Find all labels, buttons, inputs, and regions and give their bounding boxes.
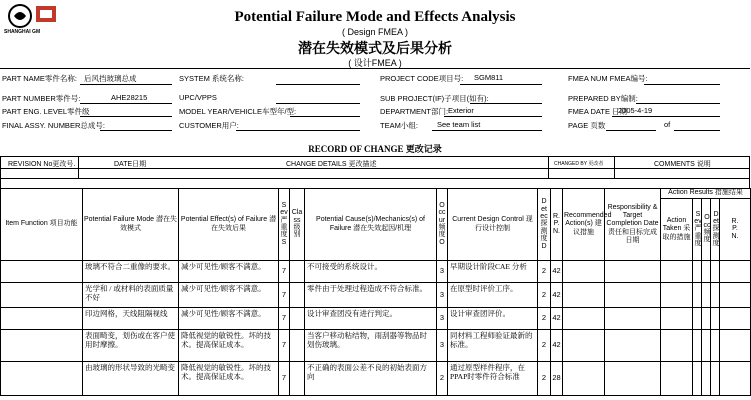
cell-sev2 xyxy=(693,308,702,330)
cell-occ: 2 xyxy=(437,362,448,396)
header-divider xyxy=(0,68,750,69)
record-col-sep-3 xyxy=(614,156,615,178)
cell-resp xyxy=(605,330,661,362)
cell-cause: 设计审查团没有进行判定。 xyxy=(305,308,437,330)
record-border-right xyxy=(749,156,750,188)
header-failure-cause: Potential Cause(s)/Mechanics(s) of Failure 潜在失效起因/机理 xyxy=(305,189,437,261)
cell-taken xyxy=(661,362,693,396)
department-label: DEPARTMENT部门: xyxy=(380,107,449,116)
model-year-label: MODEL YEAR/VEHICLE车型年/型: xyxy=(179,107,297,116)
cell-cause: 零件由于处理过程造成不符合标准。 xyxy=(305,283,437,308)
cell-resp xyxy=(605,362,661,396)
fmea-date-label: FMEA DATE 日期 xyxy=(568,107,628,116)
cell-taken xyxy=(661,261,693,283)
header-occurrence: Occur频度O xyxy=(437,189,448,261)
cell-class xyxy=(290,362,305,396)
cell-effect: 降低视觉的敏锐性。坏的技术。提高保证成本。 xyxy=(179,362,279,396)
cell-mode: 玻璃不符合二重像的要求。 xyxy=(83,261,179,283)
cell-mode: 印边网格，天线阻隔视线 xyxy=(83,308,179,330)
project-code-line xyxy=(460,84,542,85)
fmea-num-label: FMEA NUM FMEA编号: xyxy=(568,74,648,83)
cell-control: 在原型时评价工序。 xyxy=(448,283,538,308)
cell-sev: 7 xyxy=(279,261,290,283)
cell-recommend xyxy=(563,362,605,396)
cell-occ: 3 xyxy=(437,283,448,308)
cell-det2 xyxy=(711,261,720,283)
header-action-results: Action Results 措施结果 xyxy=(661,189,751,199)
team-value[interactable]: See team list xyxy=(437,120,481,129)
cell-effect: 减少可见性/顾客不满意。 xyxy=(179,283,279,308)
page-line xyxy=(606,130,656,131)
cell-det: 2 xyxy=(538,330,551,362)
cell-item xyxy=(1,330,83,362)
cell-resp xyxy=(605,308,661,330)
cell-resp xyxy=(605,283,661,308)
cell-rpn2 xyxy=(720,330,751,362)
record-of-change-title: RECORD OF CHANGE 更改记录 xyxy=(308,144,442,154)
table-row xyxy=(1,308,751,330)
header-class: Class级别 xyxy=(290,189,305,261)
part-number-value[interactable]: AHE28215 xyxy=(111,93,148,102)
cell-det: 2 xyxy=(538,308,551,330)
cell-taken xyxy=(661,330,693,362)
model-year-line xyxy=(290,116,360,117)
record-col-sep-1 xyxy=(78,156,79,178)
cell-control: 通过原型样件程序，在PPAP时零件符合标准 xyxy=(448,362,538,396)
record-border-left xyxy=(0,156,1,188)
system-line xyxy=(276,84,360,85)
header-design-control: Current Design Control 现行设计控制 xyxy=(448,189,538,261)
part-eng-line xyxy=(80,116,172,117)
cell-rpn2 xyxy=(720,283,751,308)
cell-sev2 xyxy=(693,283,702,308)
header-recommended-actions: Recommended Action(s) 建议措施 xyxy=(563,189,605,261)
change-details-header: CHANGE DETAILS 更改描述 xyxy=(286,161,377,168)
header-result-occurrence: Occ频度 xyxy=(702,199,711,261)
record-top-line xyxy=(0,156,750,157)
cell-occ2 xyxy=(702,330,711,362)
table-row xyxy=(1,362,751,396)
revision-header: REVISION No更改号. xyxy=(8,161,76,168)
header-failure-mode: Potential Failure Mode 潜在失效模式 xyxy=(83,189,179,261)
part-name-value[interactable]: 后风挡玻璃总成 xyxy=(84,74,137,83)
date-header: DATE日期 xyxy=(114,161,147,168)
cell-sev2 xyxy=(693,261,702,283)
cell-det2 xyxy=(711,283,720,308)
prepared-by-label: PREPARED BY编制: xyxy=(568,94,638,103)
cell-sev2 xyxy=(693,362,702,396)
cell-rpn: 42 xyxy=(551,330,563,362)
part-number-label: PART NUMBER零件号: xyxy=(2,94,81,103)
upc-line xyxy=(276,103,360,104)
cell-item xyxy=(1,283,83,308)
header-detection: Detec探测度D xyxy=(538,189,551,261)
cell-rpn: 42 xyxy=(551,283,563,308)
fmea-date-line xyxy=(612,116,720,117)
cell-occ2 xyxy=(702,261,711,283)
header-result-severity: Sev严重度 xyxy=(693,199,702,261)
department-value[interactable]: Exterior xyxy=(448,106,474,115)
record-header-line xyxy=(0,168,750,169)
cell-rpn2 xyxy=(720,308,751,330)
cell-effect: 减少可见性/顾客不满意。 xyxy=(179,308,279,330)
cell-occ: 3 xyxy=(437,308,448,330)
cell-occ2 xyxy=(702,362,711,396)
system-label: SYSTEM 系统名称: xyxy=(179,74,245,83)
header-result-detection: Det探测度 xyxy=(711,199,720,261)
cell-cause: 不可接受的系统设计。 xyxy=(305,261,437,283)
cell-sev: 7 xyxy=(279,283,290,308)
upc-label: UPC/VPPS xyxy=(179,93,217,102)
cell-det: 2 xyxy=(538,261,551,283)
header-action-taken: Action Taken 采取的措施 xyxy=(661,199,693,261)
cell-sev2 xyxy=(693,330,702,362)
customer-line xyxy=(236,130,360,131)
cell-item xyxy=(1,308,83,330)
comments-header: COMMENTS 说明 xyxy=(654,161,711,168)
fmea-num-line xyxy=(644,84,720,85)
cell-mode: 表面畸变，划伤或在客户使用时摩擦。 xyxy=(83,330,179,362)
record-row-line xyxy=(0,178,750,179)
cell-mode: 由玻璃的形状导致的光畸变 xyxy=(83,362,179,396)
table-row xyxy=(1,330,751,362)
department-line xyxy=(444,116,542,117)
cell-det2 xyxy=(711,308,720,330)
cell-rpn: 42 xyxy=(551,261,563,283)
header-severity: Sev严重度S xyxy=(279,189,290,261)
cell-occ2 xyxy=(702,283,711,308)
part-name-label: PART NAME零件名称: xyxy=(2,74,78,83)
cell-class xyxy=(290,308,305,330)
cell-det2 xyxy=(711,330,720,362)
cell-cause: 当客户移动粘结物，雨刮器等物品时划伤玻璃。 xyxy=(305,330,437,362)
cell-rpn: 42 xyxy=(551,308,563,330)
cell-recommend xyxy=(563,308,605,330)
team-line xyxy=(432,130,542,131)
cell-effect: 减少可见性/顾客不满意。 xyxy=(179,261,279,283)
prepared-by-line xyxy=(636,103,720,104)
cell-recommend xyxy=(563,330,605,362)
changed-by-header: CHANGED BY 更改者 xyxy=(554,161,604,167)
cell-det: 2 xyxy=(538,362,551,396)
header-responsibility: Responsibility & Target Completion Date责任和目标完成日期 xyxy=(605,189,661,261)
project-code-value[interactable]: SGM811 xyxy=(474,73,504,82)
part-eng-label: PART ENG. LEVEL零件级 xyxy=(2,107,90,116)
document-subtitle-cn2: ( 设计FMEA ) xyxy=(348,58,402,68)
document-title: Potential Failure Mode and Effects Analysis xyxy=(234,9,516,25)
customer-label: CUSTOMER用户: xyxy=(179,121,239,130)
cell-taken xyxy=(661,308,693,330)
cell-recommend xyxy=(563,261,605,283)
cell-sev: 7 xyxy=(279,308,290,330)
cell-det2 xyxy=(711,362,720,396)
document-subtitle-en: ( Design FMEA ) xyxy=(341,27,408,37)
cell-class xyxy=(290,261,305,283)
cell-class xyxy=(290,283,305,308)
final-assy-line xyxy=(100,130,172,131)
cell-control: 设计审查团评价。 xyxy=(448,308,538,330)
header-result-rpn: R.P.N. xyxy=(720,199,751,261)
cell-item xyxy=(1,261,83,283)
cell-resp xyxy=(605,261,661,283)
part-name-line xyxy=(80,84,172,85)
cell-rpn2 xyxy=(720,261,751,283)
cell-taken xyxy=(661,283,693,308)
cell-sev: 7 xyxy=(279,362,290,396)
record-col-sep-2 xyxy=(548,156,549,178)
cell-rpn: 28 xyxy=(551,362,563,396)
cell-control: 同材料工程师验证最新的标准。 xyxy=(448,330,538,362)
page-of-label: of xyxy=(664,120,671,129)
logo-text: SHANGHAI GM xyxy=(4,29,41,35)
header-failure-effect: Potential Effect(s) of Failure 潜在失效后果 xyxy=(179,189,279,261)
table-row xyxy=(1,283,751,308)
cell-item xyxy=(1,362,83,396)
page-label: PAGE 页数 xyxy=(568,121,606,130)
header-item-function: Item Function 项目功能 xyxy=(1,189,83,261)
header-rpn: R.P.N. xyxy=(551,189,563,261)
cell-recommend xyxy=(563,283,605,308)
sub-project-label: SUB PROJECT(IF)子项目(如有): xyxy=(380,94,489,103)
fmea-date-value[interactable]: 2005-4-19 xyxy=(618,106,653,115)
cell-class xyxy=(290,330,305,362)
cell-cause: 不正确的表面公差不良的初始表面方向 xyxy=(305,362,437,396)
document-subtitle-cn: 潜在失效模式及后果分析 xyxy=(298,42,452,57)
cell-sev: 7 xyxy=(279,330,290,362)
cell-occ: 3 xyxy=(437,261,448,283)
table-row xyxy=(1,261,751,283)
cell-occ: 3 xyxy=(437,330,448,362)
cell-mode: 光学和 / 或材料的表面质量不好 xyxy=(83,283,179,308)
sub-project-line xyxy=(470,103,542,104)
cell-control: 早期设计阶段CAE 分析 xyxy=(448,261,538,283)
cell-rpn2 xyxy=(720,362,751,396)
cell-occ2 xyxy=(702,308,711,330)
cell-det: 2 xyxy=(538,283,551,308)
fmea-table xyxy=(0,188,751,396)
final-assy-label: FINAL ASSY. NUMBER总成号: xyxy=(2,121,105,130)
project-code-label: PROJECT CODE项目号: xyxy=(380,74,464,83)
cell-effect: 降低视觉的敏锐性。坏的技术。提高保证成本。 xyxy=(179,330,279,362)
part-number-line xyxy=(80,103,172,104)
team-label: TEAM小组: xyxy=(380,121,418,130)
page-of-line xyxy=(674,130,720,131)
